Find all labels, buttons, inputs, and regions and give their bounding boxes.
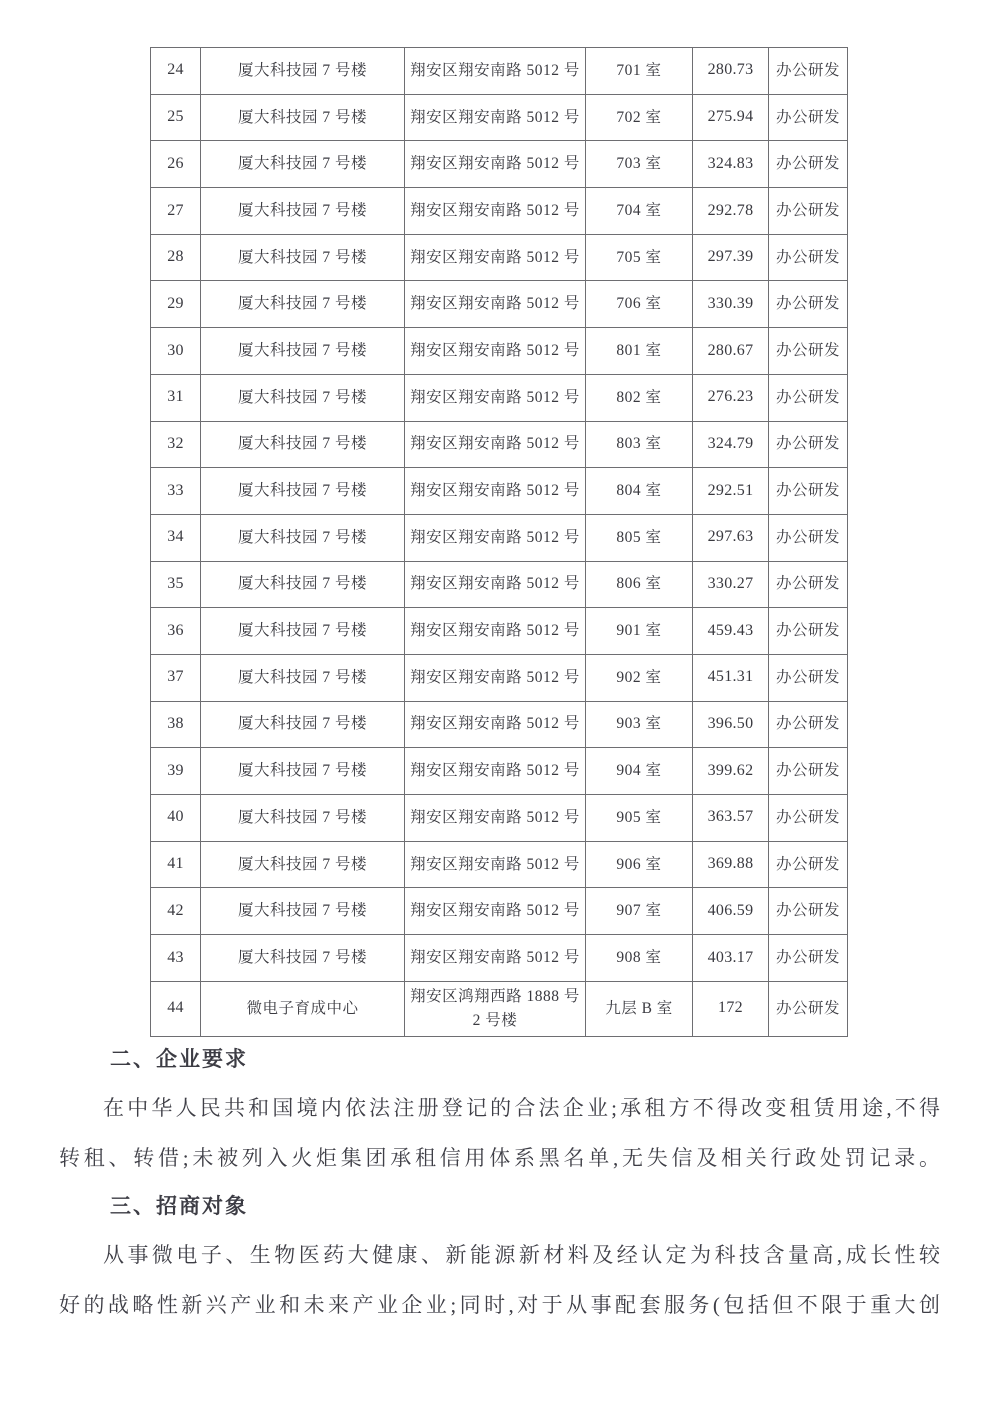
cell-address: 翔安区翔安南路 5012 号: [405, 281, 586, 328]
cell-row-number: 32: [151, 421, 201, 468]
cell-address: 翔安区翔安南路 5012 号: [405, 888, 586, 935]
units-table-body: [151, 48, 848, 1037]
cell-area: 172: [693, 981, 769, 1036]
cell-row-number: 33: [151, 468, 201, 515]
table-row: [151, 374, 848, 421]
cell-building-name: 厦大科技园 7 号楼: [201, 888, 405, 935]
cell-building-name: 厦大科技园 7 号楼: [201, 141, 405, 188]
cell-usage: 办公研发: [769, 888, 848, 935]
cell-usage: 办公研发: [769, 94, 848, 141]
cell-room: 902 室: [586, 654, 693, 701]
cell-building-name: 厦大科技园 7 号楼: [201, 328, 405, 375]
cell-usage: 办公研发: [769, 374, 848, 421]
cell-area: 399.62: [693, 748, 769, 795]
cell-room: 901 室: [586, 608, 693, 655]
cell-row-number: 44: [151, 981, 201, 1036]
cell-row-number: 26: [151, 141, 201, 188]
table-row: [151, 561, 848, 608]
cell-area: 403.17: [693, 935, 769, 982]
cell-usage: 办公研发: [769, 841, 848, 888]
cell-usage: 办公研发: [769, 48, 848, 95]
cell-room: 903 室: [586, 701, 693, 748]
table-row: [151, 654, 848, 701]
cell-building-name: 厦大科技园 7 号楼: [201, 514, 405, 561]
cell-room: 九层 B 室: [586, 981, 693, 1036]
cell-address: 翔安区翔安南路 5012 号: [405, 795, 586, 842]
cell-row-number: 34: [151, 514, 201, 561]
cell-area: 297.39: [693, 234, 769, 281]
cell-usage: 办公研发: [769, 701, 848, 748]
cell-row-number: 41: [151, 841, 201, 888]
cell-building-name: 厦大科技园 7 号楼: [201, 701, 405, 748]
cell-area: 297.63: [693, 514, 769, 561]
cell-usage: 办公研发: [769, 328, 848, 375]
cell-address: 翔安区翔安南路 5012 号: [405, 188, 586, 235]
cell-area: 369.88: [693, 841, 769, 888]
cell-address: 翔安区翔安南路 5012 号: [405, 328, 586, 375]
table-row: [151, 935, 848, 982]
cell-row-number: 27: [151, 188, 201, 235]
cell-row-number: 36: [151, 608, 201, 655]
cell-address: 翔安区翔安南路 5012 号: [405, 141, 586, 188]
cell-address: 翔安区翔安南路 5012 号: [405, 374, 586, 421]
cell-building-name: 厦大科技园 7 号楼: [201, 935, 405, 982]
cell-address: 翔安区翔安南路 5012 号: [405, 935, 586, 982]
paragraph-targets-line-1: 从事微电子、生物医药大健康、新能源新材料及经认定为科技含量高,成长性较: [103, 1243, 941, 1267]
cell-row-number: 40: [151, 795, 201, 842]
cell-building-name: 厦大科技园 7 号楼: [201, 234, 405, 281]
cell-address: 翔安区翔安南路 5012 号: [405, 748, 586, 795]
cell-row-number: 39: [151, 748, 201, 795]
cell-address: 翔安区翔安南路 5012 号: [405, 48, 586, 95]
cell-room: 905 室: [586, 795, 693, 842]
cell-row-number: 29: [151, 281, 201, 328]
cell-address: 翔安区翔安南路 5012 号: [405, 468, 586, 515]
paragraph-requirements-line-1: 在中华人民共和国境内依法注册登记的合法企业;承租方不得改变租赁用途,不得: [103, 1096, 941, 1120]
cell-address: 翔安区翔安南路 5012 号: [405, 561, 586, 608]
table-row: [151, 701, 848, 748]
table-row: [151, 234, 848, 281]
cell-building-name: 厦大科技园 7 号楼: [201, 748, 405, 795]
cell-area: 406.59: [693, 888, 769, 935]
cell-usage: 办公研发: [769, 141, 848, 188]
cell-building-name: 厦大科技园 7 号楼: [201, 654, 405, 701]
cell-room: 805 室: [586, 514, 693, 561]
cell-area: 324.79: [693, 421, 769, 468]
cell-area: 280.73: [693, 48, 769, 95]
units-table: [150, 47, 848, 1037]
cell-address: 翔安区翔安南路 5012 号: [405, 234, 586, 281]
table-row: [151, 981, 848, 1036]
cell-usage: 办公研发: [769, 795, 848, 842]
cell-usage: 办公研发: [769, 421, 848, 468]
cell-area: 292.51: [693, 468, 769, 515]
cell-area: 330.39: [693, 281, 769, 328]
cell-address: 翔安区翔安南路 5012 号: [405, 654, 586, 701]
cell-row-number: 38: [151, 701, 201, 748]
cell-building-name: 微电子育成中心: [201, 981, 405, 1036]
cell-room: 904 室: [586, 748, 693, 795]
cell-room: 806 室: [586, 561, 693, 608]
cell-building-name: 厦大科技园 7 号楼: [201, 94, 405, 141]
cell-address: 翔安区翔安南路 5012 号: [405, 701, 586, 748]
cell-address: 翔安区翔安南路 5012 号: [405, 514, 586, 561]
cell-row-number: 24: [151, 48, 201, 95]
cell-usage: 办公研发: [769, 234, 848, 281]
cell-area: 324.83: [693, 141, 769, 188]
cell-usage: 办公研发: [769, 608, 848, 655]
paragraph-requirements-line-2: 转租、转借;未被列入火炬集团承租信用体系黑名单,无失信及相关行政处罚记录。: [59, 1146, 941, 1170]
cell-room: 705 室: [586, 234, 693, 281]
cell-usage: 办公研发: [769, 514, 848, 561]
cell-building-name: 厦大科技园 7 号楼: [201, 795, 405, 842]
cell-room: 804 室: [586, 468, 693, 515]
cell-area: 280.67: [693, 328, 769, 375]
cell-area: 330.27: [693, 561, 769, 608]
cell-area: 275.94: [693, 94, 769, 141]
cell-room: 703 室: [586, 141, 693, 188]
table-row: [151, 94, 848, 141]
cell-address: 翔安区翔安南路 5012 号: [405, 94, 586, 141]
table-row: [151, 48, 848, 95]
cell-area: 396.50: [693, 701, 769, 748]
body-text-block: [59, 1036, 941, 1330]
cell-building-name: 厦大科技园 7 号楼: [201, 841, 405, 888]
cell-row-number: 31: [151, 374, 201, 421]
table-row: [151, 421, 848, 468]
cell-usage: 办公研发: [769, 935, 848, 982]
cell-row-number: 42: [151, 888, 201, 935]
cell-room: 706 室: [586, 281, 693, 328]
table-row: [151, 795, 848, 842]
cell-usage: 办公研发: [769, 281, 848, 328]
cell-address: 翔安区翔安南路 5012 号: [405, 421, 586, 468]
cell-building-name: 厦大科技园 7 号楼: [201, 48, 405, 95]
cell-usage: 办公研发: [769, 654, 848, 701]
cell-address: 翔安区鸿翔西路 1888 号 2 号楼: [405, 981, 586, 1036]
cell-room: 803 室: [586, 421, 693, 468]
table-row: [151, 328, 848, 375]
section-heading-enterprise-requirements: 二、企业要求: [110, 1048, 248, 1071]
cell-area: 363.57: [693, 795, 769, 842]
cell-address: 翔安区翔安南路 5012 号: [405, 608, 586, 655]
cell-room: 907 室: [586, 888, 693, 935]
cell-area: 451.31: [693, 654, 769, 701]
table-row: [151, 468, 848, 515]
cell-row-number: 30: [151, 328, 201, 375]
cell-room: 704 室: [586, 188, 693, 235]
cell-building-name: 厦大科技园 7 号楼: [201, 608, 405, 655]
table-row: [151, 514, 848, 561]
table-row: [151, 888, 848, 935]
table-row: [151, 841, 848, 888]
cell-usage: 办公研发: [769, 188, 848, 235]
cell-usage: 办公研发: [769, 468, 848, 515]
table-row: [151, 748, 848, 795]
cell-usage: 办公研发: [769, 981, 848, 1036]
table-row: [151, 608, 848, 655]
cell-room: 908 室: [586, 935, 693, 982]
cell-row-number: 35: [151, 561, 201, 608]
cell-usage: 办公研发: [769, 748, 848, 795]
cell-building-name: 厦大科技园 7 号楼: [201, 468, 405, 515]
cell-building-name: 厦大科技园 7 号楼: [201, 281, 405, 328]
table-row: [151, 188, 848, 235]
cell-room: 702 室: [586, 94, 693, 141]
cell-building-name: 厦大科技园 7 号楼: [201, 561, 405, 608]
cell-room: 801 室: [586, 328, 693, 375]
table-row: [151, 281, 848, 328]
cell-row-number: 28: [151, 234, 201, 281]
cell-room: 906 室: [586, 841, 693, 888]
cell-row-number: 37: [151, 654, 201, 701]
cell-area: 276.23: [693, 374, 769, 421]
cell-room: 802 室: [586, 374, 693, 421]
cell-area: 459.43: [693, 608, 769, 655]
cell-building-name: 厦大科技园 7 号楼: [201, 374, 405, 421]
section-heading-investment-targets: 三、招商对象: [110, 1195, 248, 1218]
cell-building-name: 厦大科技园 7 号楼: [201, 421, 405, 468]
units-table-container: [150, 47, 847, 1037]
cell-building-name: 厦大科技园 7 号楼: [201, 188, 405, 235]
cell-row-number: 43: [151, 935, 201, 982]
paragraph-targets-line-2: 好的战略性新兴产业和未来产业企业;同时,对于从事配套服务(包括但不限于重大创: [59, 1293, 941, 1317]
cell-area: 292.78: [693, 188, 769, 235]
cell-row-number: 25: [151, 94, 201, 141]
cell-room: 701 室: [586, 48, 693, 95]
table-row: [151, 141, 848, 188]
cell-address: 翔安区翔安南路 5012 号: [405, 841, 586, 888]
cell-usage: 办公研发: [769, 561, 848, 608]
